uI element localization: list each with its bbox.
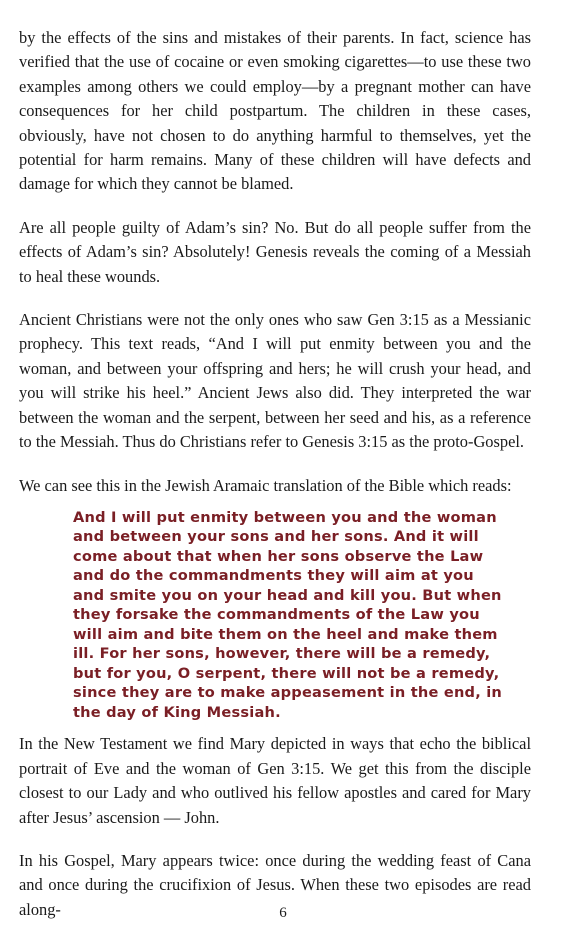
page-body	[19, 26, 531, 941]
paragraph-gospel-of-john: In his Gospel, Mary appears twice: once during the wedding feast of Cana and once during the crucifixion of Jesus. When these two episodes are read along-	[19, 851, 531, 919]
paragraph-adams-sin: Are all people guilty of Adam’s sin? No. But do all people suffer from the effects of Adam’s sin? Absolutely! Genesis reveals the coming of a Messiah to heal these wounds.	[19, 217, 531, 286]
aramaic-translation-quote: And I will put enmity between you and the woman and between your sons and her sons. And it will come about that when her sons observe the Law and do the commandments they will aim at you and smite you on your head and kill you. But when they forsake the commandments of the Law you will aim and bite them on the heel and make them ill. For her sons, however, there will be a remedy, but for you, O serpent, there will not be a remedy, since they are to make appeasement in the end, in the day of King Messiah.	[73, 508, 503, 721]
paragraph-parental-effects: by the effects of the sins and mistakes of their parents. In fact, science has verified that the use of cocaine or even smoking cigarettes—to use these two examples among others we could employ—by a pregnant mother can have consequences for her child postpartum. The children in these cases, obviously, have not chosen to do anything harmful to themselves, yet the potential for harm remains. Many of these children will have defects and damage for which they cannot be blamed.	[19, 28, 531, 194]
paragraph-new-testament: In the New Testament we find Mary depicted in ways that echo the biblical portrait of Eve and the woman of Gen 3:15. We get this from the disciple closest to our Lady and who outlived his fellow apostles and cared for Mary after Jesus’ ascension — John.	[19, 734, 531, 827]
paragraph-aramaic-intro: We can see this in the Jewish Aramaic translation of the Bible which reads:	[19, 475, 512, 495]
paragraph-messianic-prophecy: Ancient Christians were not the only ones who saw Gen 3:15 as a Messianic prophecy. This text reads, “And I will put enmity between you and the woman, and between your offspring and hers; he will crush your head, and you will strike his heel.” Ancient Jews also did. They interpreted the war between the woman and the serpent, between her seed and his, as a reference to the Messiah. Thus do Christians refer to Genesis 3:15 as the proto-Gospel.	[19, 310, 531, 452]
page-number: 6	[279, 905, 287, 921]
